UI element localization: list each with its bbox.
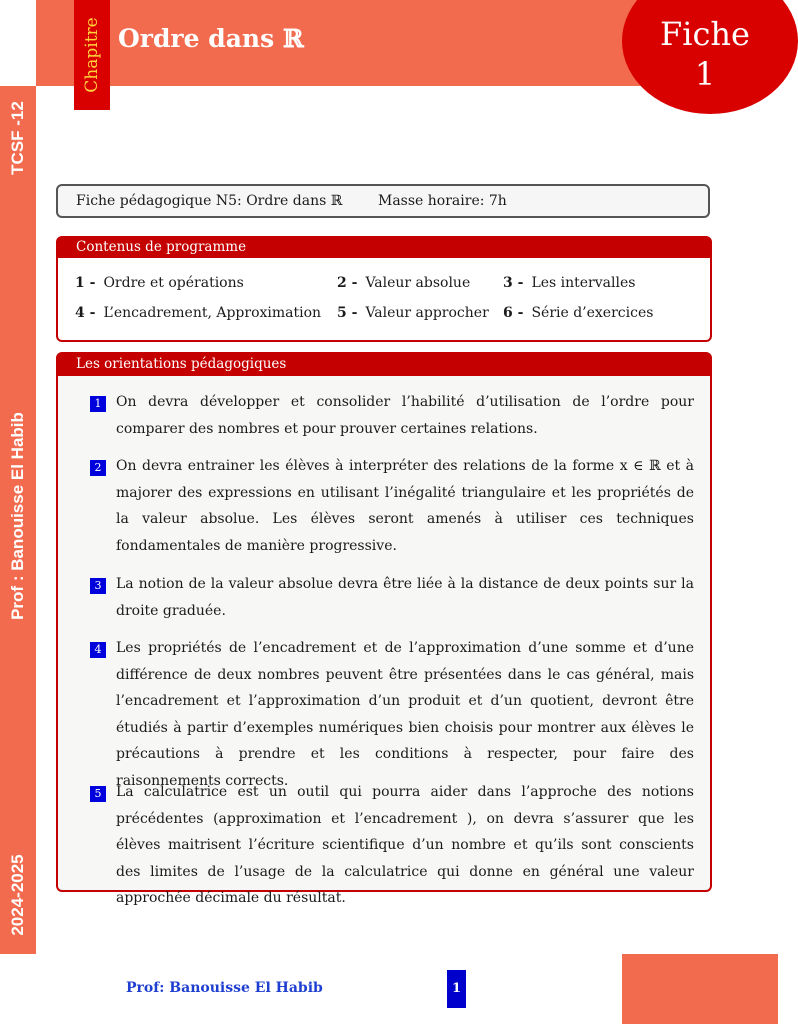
class-label: TCSF -12 — [8, 101, 27, 175]
fiche-word: Fiche — [660, 15, 750, 53]
orientation-paragraph: On devra développer et consolider l’habilité d’utilisation de l’ordre pour comparer des nombres et pour prouver certaines relations. — [116, 394, 694, 437]
contenus-panel — [56, 236, 712, 342]
side-prof-label: Prof : Banouisse El Habib — [8, 412, 27, 620]
masse-horaire: Masse horaire: 7h — [378, 193, 507, 209]
year-label: 2024-2025 — [8, 854, 27, 936]
orientation-paragraph: On devra entrainer les élèves à interpréter des relations de la forme x ∈ ℝ et à majorer des expressions en utilisant l’inégalité triangulaire et les propriétés de la valeur absolue. Les élèves seront amenés à utiliser ces techniques fondamentales de manière progressive. — [116, 458, 694, 554]
contenu-item: 3 - Les intervalles — [503, 275, 636, 291]
orientation-paragraph: La calculatrice est un outil qui pourra aider dans l’approche des notions précédentes (approximation et l’encadrement ), on devra s’assurer que les élèves maitrisent l’écriture scientifique d’un nombre et qu’ils sont conscients des limites de l’usage de la calculatrice qui donne en général une valeur approchée décimale du résultat. — [116, 784, 694, 906]
contenus-title: Contenus de programme — [58, 238, 710, 258]
contenu-item: 4 - L’encadrement, Approximation — [75, 305, 322, 321]
contenu-item: 1 - Ordre et opérations — [75, 275, 244, 291]
item-number-badge: 3 — [90, 578, 106, 594]
info-box — [56, 184, 710, 218]
orientation-paragraph: La notion de la valeur absolue devra être liée à la distance de deux points sur la droite graduée. — [116, 576, 694, 619]
orientation-paragraph: Les propriétés de l’encadrement et de l’approximation d’une somme et d’une différence de deux nombres peuvent être présentées dans le cas général, mais l’encadrement et l’approximation d’un produit et d’un quotient, devront être étudiés à partir d’exemples numériques bien choisis pour montrer aux élèves le précautions à prendre et les conditions à respecter, pour faire des raisonnements corrects. — [116, 640, 694, 789]
fiche-number: 1 — [694, 55, 716, 93]
item-number-badge: 1 — [90, 396, 106, 412]
page-title: Ordre dans ℝ — [118, 24, 304, 53]
chapter-label: Chapitre — [82, 17, 102, 93]
contenu-item: 6 - Série d’exercices — [503, 305, 654, 321]
fiche-label — [640, 14, 770, 94]
chapter-tab — [74, 0, 110, 110]
footer-right-block — [622, 954, 778, 1024]
item-number-badge: 2 — [90, 460, 106, 476]
item-number-badge: 4 — [90, 642, 106, 658]
fiche-title: Fiche pédagogique N5: Ordre dans ℝ — [76, 193, 343, 209]
orientations-panel — [56, 352, 712, 906]
footer-left-block — [0, 954, 110, 1024]
orientations-title: Les orientations pédagogiques — [58, 354, 710, 376]
item-number-badge: 5 — [90, 786, 106, 802]
page-number: 1 — [447, 970, 466, 1008]
contenu-item: 2 - Valeur absolue — [337, 275, 471, 291]
contenu-item: 5 - Valeur approcher — [337, 305, 489, 321]
footer-prof: Prof: Banouisse El Habib — [126, 980, 323, 996]
